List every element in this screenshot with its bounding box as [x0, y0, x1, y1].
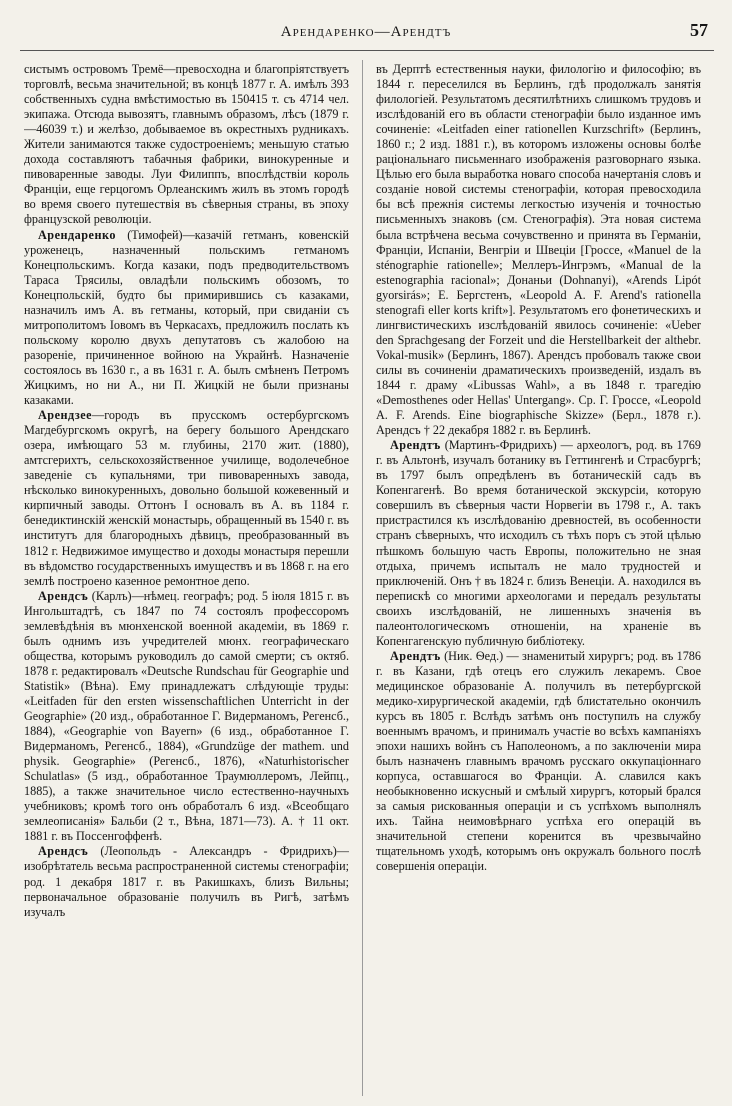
entry-paragraph [376, 438, 701, 649]
entry-text: систымъ островомъ Тремё—превосходна и благопріятствуетъ торговлѣ, весьма значительной; въ концѣ 1877 г. А. имѣлъ 393 собственныхъ судна вмѣстимостью въ 150415 т. съ 4714 чел. экипажа. Отсюда вывозятъ, главнымъ образомъ, лѣсъ (1879 г.—46039 т.) и желѣзо, добываемое въ окрестныхъ рудникахъ. Жители занимаются также судостроеніемъ; меньшую статью дохода составляютъ табачныя фабрики, винокуренные и пивоваренные заводы. Луи Филиппъ, впослѣдствіи король Франціи, еще герцогомъ Орлеанскимъ жилъ въ этомъ городѣ во время своего путешествія въ сѣверныя страны, въ эпоху французской революціи. [24, 62, 349, 227]
entry-text: (Мартинъ-Фридрихъ) — археологъ, род. въ 1769 г. въ Альтонѣ, изучалъ ботанику въ Геттингенѣ и Страсбургѣ; въ 1797 былъ опредѣленъ въ ботаническій садъ въ Копенгагенѣ. Во время ботанической экскурсіи, которую совершилъ въ сѣверныя части Норвегіи въ 1798 г., А. такъ пристрастился къ изслѣдованію древностей, въ особенности странъ сѣверныхъ, что исходилъ съ тѣхъ поръ съ этой цѣлью пѣшкомъ большую часть Европы, положительно не зная отдыха, причемъ испыталъ не мало трудностей и приключеній. Онъ † въ 1824 г. близъ Венеціи. А. находился въ перепискѣ со многими археологами и передалъ результаты своихъ изслѣдованій, не лишенныхъ значенія въ палеонтологическомъ отношеніи, на храненіе въ Копенгагенскую публичную библіотеку. [376, 438, 701, 648]
entry-text: (Ник. Ѳед.) — знаменитый хирургъ; род. въ 1786 г. въ Казани, гдѣ отецъ его служилъ лекаремъ. Свое медицинское образованіе А. получилъ въ петербургской медико-хирургической академіи, гдѣ блистательно окончилъ курсъ въ 1805 г. Вслѣдъ затѣмъ онъ поступилъ на службу военнымъ врачомъ, и принималъ участіе во всѣхъ кампаніяхъ эпохи нашихъ войнъ съ Наполеономъ, а по заключеніи мира былъ назначенъ главнымъ врачомъ русскаго оккупаціоннаго корпуса, оставшагося во Франціи. А. славился какъ необыкновенно искусный и смѣлый хирургъ, который брался за самыя рискованныя операціи и съ успѣхомъ выполнялъ ихъ. Тайна неимовѣрнаго успѣха его операцій въ значительной степени коренится въ чрезвычайно тщательномъ уходѣ, которымъ онъ окружалъ больного послѣ совершенія операціи. [376, 648, 701, 874]
entry-paragraph [24, 844, 349, 919]
entry-headword: Арендзее [38, 408, 93, 423]
entry-text: въ Дерптѣ естественныя науки, филологію и философію; въ 1844 г. переселился въ Берлинъ, гдѣ продолжалъ занятія филологіей. Результатомъ десятилѣтнихъ слишкомъ трудовъ и изслѣдованій его въ области стенографіи было изданное имъ сочиненіе: «Leitfaden einer rationellen Kurzschrift» (Берлинъ, 1860 г.; 2 изд. 1881 г.), въ которомъ изложены основы болѣе раціональнаго письменнаго изображенія разговорнаго языка. Цѣлью его была выработка новаго способа начертанія словъ и созданіе новой системы стенографіи, которая превосходила бы всѣ прежнія системы легкостью изученія и точностью письменныхъ знаковъ (см. Стенографія). Эта новая система была встрѣчена весьма сочувственно и принята въ Германіи, Франціи, Испаніи, Венгріи и Швеціи [Гроссе, «Manuel de la sténographie rationelle»; Меллеръ-Ингрэмъ, «Manual de la estenographia racional»; Донаньи (Dohnanyi), «Arends Lipót gyorsirás»; E. Бергстенъ, «Leopold A. F. Arend's rationella stenografi eller korts krift»]. Результатомъ его фонетическихъ и лингвистическихъ изслѣдованій явилось сочиненіе: «Ueber den Sprachgesang der Forzeit und die Herstellbarkeit der althebr. Vokal-musik» (Берлинъ, 1867). Арендсъ пробовалъ также свои силы въ сочиненіи драматическихъ произведеній, издалъ въ 1844 г. драму «Libussas Wahl», а въ 1848 г. трагедію «Demosthenes oder Hellas' Untergang». Ср. Г. Гроссе, «Leopold A. F. Arends. Eine biographische Skizze» (Берл., 1878 г.). Арендсъ † 22 декабря 1882 г. въ Берлинѣ. [376, 62, 701, 438]
entry-text: (Карлъ)—нѣмец. географъ; род. 5 іюля 1815 г. въ Ингольштадтѣ, съ 1847 по 74 состоялъ профессоромъ землевѣдѣнія въ мюнхенской военной академіи, въ 1869 г. былъ однимъ изъ учредителей мюнх. географическаго общества, которымъ руководилъ до самой смерти; съ октяб. 1878 г. редактировалъ «Deutsche Rundschau für Geographie und Statistik» (Вѣна). Ему принадлежатъ слѣдующіе труды: «Leitfaden für den ersten wissenschaftlichen Unterricht in der Geographie» (20 изд., обработанное Г. Видерманомъ, Регенсб., 1884), «Geographie von Bayern» (6 изд., обработанное Г. Видерманомъ, Регенсб., 1884), «Grundzüge der mathem. und physik. Geographie» (Регенсб., 1876), «Naturhistorischer Schulatlas» (5 изд., обработанное Траумюллеромъ, Лейпц., 1885), а также значительное число естественно-научныхъ учебниковъ; кромѣ того онъ обработалъ 6 изд. «Всеобщаго землеописанія» Бальби (2 т., Вѣна, 1871—73). А. † 11 окт. 1881 г. въ Поссенгоффенѣ. [24, 588, 349, 844]
left-column [24, 62, 349, 1092]
entry-text: (Леопольдъ - Александръ - Фридрихъ)—изобрѣтатель весьма распространенной системы стенографіи; род. 1 декабря 1817 г. въ Ракишкахъ, близъ Вильны; первоначальное образованіе получилъ въ Ригѣ, затѣмъ изучалъ [24, 844, 349, 919]
entry-text: (Тимофей)—казачій гетманъ, ковенскій уроженецъ, назначенный польскимъ гетманомъ Конецпольскимъ. Когда казаки, подъ предводительствомъ Тараса Трясилы, овладѣли польскимъ обозомъ, то Конецпольскій, будто бы примирившись съ казаками, назначилъ имъ А. въ гетманы, который, при свиданіи съ митрополитомъ Іовомъ въ Черкасахъ, предложилъ послать къ польскому королю двухъ депутатовъ съ жалобою на разореніе, причиненное войною на Украйнѣ. Назначеніе состоялось въ 1630 г., а въ 1631 г. А. былъ смѣненъ Петромъ Жицкимъ, но ни А., ни П. Жицкій не были признаны казаками. [24, 227, 349, 408]
entry-paragraph [24, 62, 349, 228]
entry-paragraph [24, 408, 349, 589]
running-title: Арендаренко—Арендтъ [280, 24, 452, 40]
entry-paragraph [376, 649, 701, 875]
entry-headword: Арендсъ [38, 588, 89, 603]
entry-headword: Арендсъ [38, 844, 89, 859]
header-rule [20, 50, 714, 51]
entry-paragraph [24, 228, 349, 409]
column-divider [362, 60, 363, 1096]
page-number: 57 [690, 20, 708, 40]
right-column [376, 62, 701, 1092]
entry-paragraph [24, 589, 349, 845]
entry-paragraph [376, 62, 701, 438]
entry-headword: Арендтъ [390, 648, 441, 663]
entry-text: —городъ въ прусскомъ остербургскомъ Магдебургскомъ округѣ, на берегу большого Арендскаго озера, имѣющаго 53 м. глубины, 2170 жит. (1880), амтсгерихтъ, сельскохозяйственное училище, водолечебное заведеніе съ купальнями, три пивоваренныхъ завода, нѣсколько винокуренныхъ, довольно большой кожевенный и кирпичный заводы. Оттонъ I основалъ въ А. въ 1184 г. бенедиктинскій женскій монастырь, обращенный въ 1540 г. въ институтъ для благородныхъ дѣвицъ, преобразованный въ 1812 г. Недвижимое имущество и доходы монастыря перешли въ вѣдомство государственныхъ имуществъ и въ 1868 г. на его землѣ построено казенное ремонтное депо. [24, 408, 349, 588]
entry-headword: Арендаренко [38, 227, 116, 242]
entry-headword: Арендтъ [390, 438, 441, 453]
